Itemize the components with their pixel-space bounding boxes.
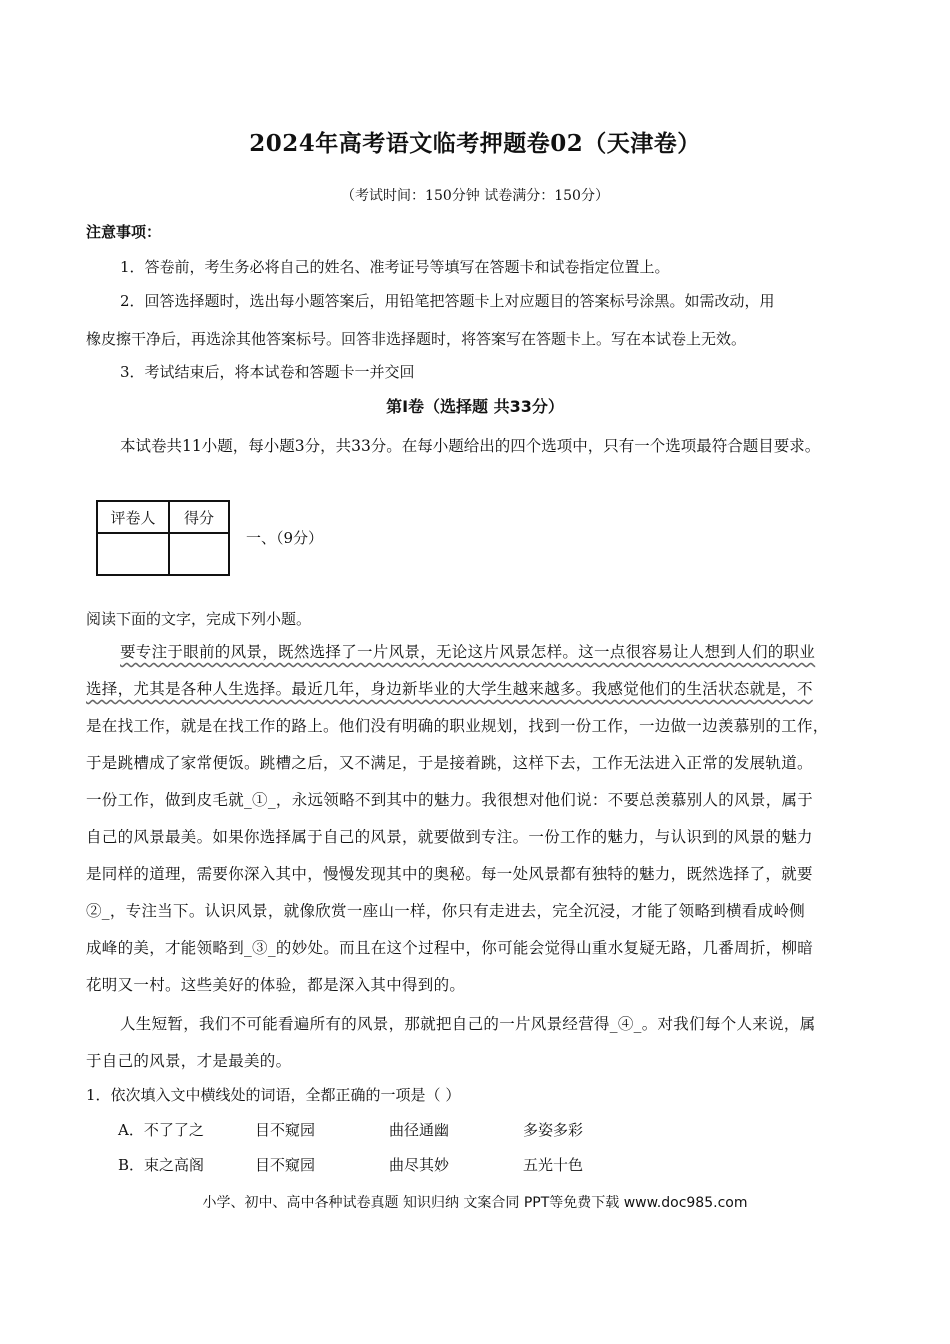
option-b-1[interactable]: B．束之高阁 [118,1156,205,1174]
passage-line: 是同样的道理，需要你深入其中，慢慢发现其中的奥秘。每一处风景都有独特的魅力，既然选择了，就要 [86,865,813,883]
option-b-3: 曲尽其妙 [389,1156,450,1174]
option-a-2: 目不窥园 [255,1121,316,1139]
passage-line: ②_，专注当下。认识风景，就像欣赏一座山一样，你只有走进去，完全沉浸，才能了领略到横看成岭侧 [86,902,806,920]
option-a-1[interactable]: A．不了了之 [118,1121,204,1139]
section-title: 第Ⅰ卷（选择题 共33分） [386,397,564,416]
passage-line: 花明又一村。这些美好的体验，都是深入其中得到的。 [86,976,466,994]
notice-item-3: 3．考试结束后，将本试卷和答题卡一并交回 [120,363,415,381]
section-intro: 本试卷共11小题，每小题3分，共33分。在每小题给出的四个选项中，只有一个选项最符合题目要求。 [120,437,821,455]
notice-item-2-line-2: 橡皮擦干净后，再选涂其他答案标号。回答非选择题时，将答案写在答题卡上。写在本试卷上无效。 [86,330,747,348]
notice-item-2-line-1: 2．回答选择题时，选出每小题答案后，用铅笔把答题卡上对应题目的答案标号涂黑。如需改动，用 [120,292,775,310]
grader-cell [97,533,169,575]
notice-heading: 注意事项： [86,223,162,241]
passage-paragraph-1 [86,634,876,1004]
passage-line: 人生短暂，我们不可能看遍所有的风景，那就把自己的一片风景经营得_④_。对我们每个人来说，属 [120,1015,816,1033]
reading-instruction: 阅读下面的文字，完成下列小题。 [86,610,312,628]
passage-line: 选择，尤其是各种人生选择。最近几年，身边新毕业的大学生越来越多。我感觉他们的生活状态就是，不 [86,680,813,698]
passage-line: 于是跳槽成了家常便饭。跳槽之后，又不满足，于是接着跳，这样下去，工作无法进入正常的发展轨道。 [86,754,813,772]
notice-item-1: 1．答卷前，考生务必将自己的姓名、准考证号等填写在答题卡和试卷指定位置上。 [120,258,670,276]
part-label: 一、（9分） [246,529,324,547]
question-1-stem: 1．依次填入文中横线处的词语，全都正确的一项是（ ） [86,1086,461,1104]
exam-time-info: （考试时间：150分钟 试卷满分：150分） [341,188,609,204]
option-b-4: 五光十色 [523,1156,584,1174]
passage-line: 是在找工作，就是在找工作的路上。他们没有明确的职业规划，找到一份工作，一边做一边羡慕别的工作， [86,717,829,735]
passage-line: 一份工作，做到皮毛就_①_，永远领略不到其中的魅力。我很想对他们说：不要总羡慕别人的风景，属于 [86,791,814,809]
passage-line: 要专注于眼前的风景，既然选择了一片风景，无论这片风景怎样。这一点很容易让人想到人们的职业 [120,643,816,661]
option-a-3: 曲径通幽 [389,1121,450,1139]
passage-line: 于自己的风景，才是最美的。 [86,1052,292,1070]
score-table [96,500,230,576]
option-a-4: 多姿多彩 [523,1121,584,1139]
page-title: 2024年高考语文临考押题卷02（天津卷） [249,130,701,157]
score-cell [169,533,229,575]
score-header: 得分 [169,501,229,533]
page-footer: 小学、初中、高中各种试卷真题 知识归纳 文案合同 PPT等免费下载 www.doc985.com [202,1195,748,1211]
passage-line: 成峰的美，才能领略到_③_的妙处。而且在这个过程中，你可能会觉得山重水复疑无路，几番周折，柳暗 [86,939,814,957]
grader-header: 评卷人 [97,501,169,533]
passage-line: 自己的风景最美。如果你选择属于自己的风景，就要做到专注。一份工作的魅力，与认识到的风景的魅力 [86,828,813,846]
passage-paragraph-2 [86,1006,876,1080]
option-b-2: 目不窥园 [255,1156,316,1174]
